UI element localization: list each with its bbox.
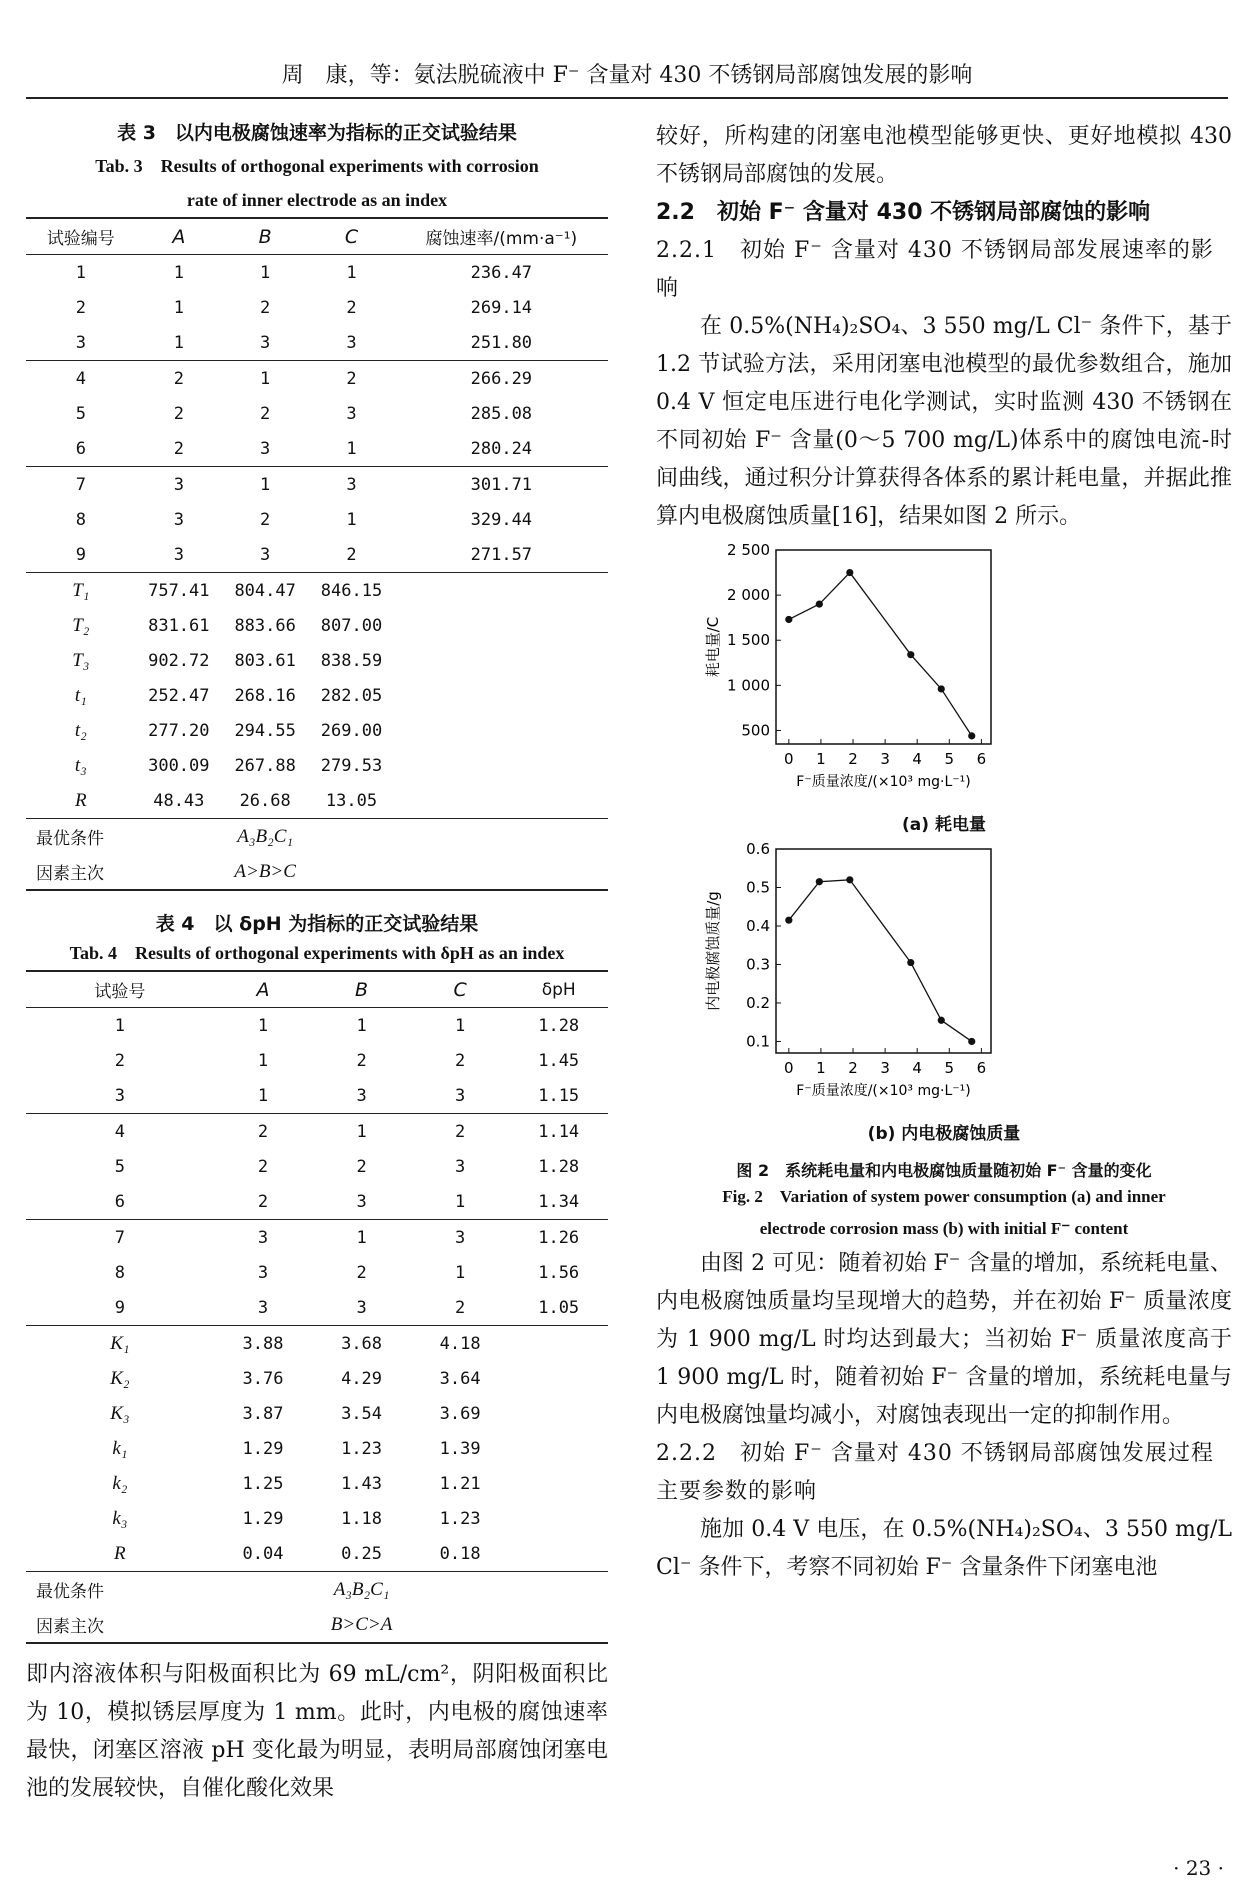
table3-cell: 3 — [173, 544, 184, 565]
table4-stat-cell: 1.18 — [341, 1508, 383, 1529]
table3-stat-row — [26, 678, 608, 713]
subsection-2-2-2-heading: 2.2.2 初始 F⁻ 含量对 430 不锈钢局部腐蚀发展过程主要参数的影响 — [656, 1441, 1214, 1504]
table4-stat-cell: 0.04 — [242, 1543, 284, 1564]
table3-stat-cell: 300.09 — [148, 755, 210, 776]
table3-stat-cell: 838.59 — [320, 650, 383, 671]
table4-header: C — [411, 971, 510, 1008]
table3-row — [26, 467, 608, 503]
plot-frame — [776, 849, 991, 1053]
table3-cell: 285.08 — [470, 403, 533, 424]
y-tick-label: 2 500 — [727, 541, 770, 559]
table4-cell: 5 — [114, 1156, 125, 1177]
table3-row — [26, 255, 608, 291]
series-line — [789, 573, 972, 736]
table4-stat-cell: 4.18 — [411, 1326, 510, 1362]
paragraph-1: 较好，所构建的闭塞电池模型能够更快、更好地模拟 430 不锈钢局部腐蚀的发展。 — [656, 124, 1232, 187]
table3-row — [26, 325, 608, 361]
table4-stat-cell: 3.54 — [341, 1403, 383, 1424]
table3-cell: 251.80 — [470, 332, 533, 353]
table3-cell: 280.24 — [470, 438, 533, 459]
table4-stat-cell: 0.18 — [439, 1543, 481, 1564]
table3-cell: 3 — [260, 438, 271, 459]
table3-cell: 1 — [222, 467, 308, 503]
table4-cell: 3 — [257, 1262, 269, 1283]
paragraph-4: 施加 0.4 V 电压，在 0.5%(NH₄)₂SO₄、3 550 mg/L Cl⁻ 条件下，考察不同初始 F⁻ 含量条件下闭塞电池 — [656, 1517, 1232, 1580]
table4-cell: 2 — [455, 1297, 466, 1318]
table3-cell: 6 — [75, 438, 86, 459]
table4-row — [26, 1149, 608, 1184]
table4-stat-cell: 1.25 — [242, 1473, 284, 1494]
table3-cell: 1 — [75, 262, 86, 283]
table4-stat-cell: 1.21 — [439, 1473, 481, 1494]
table3-stat-cell: t₁ — [74, 684, 87, 706]
table4-stat-row — [26, 1361, 608, 1396]
table4-cell: 1 — [257, 1085, 269, 1106]
table3-stat-row — [26, 608, 608, 643]
x-tick-label: 5 — [944, 1059, 955, 1077]
table4-cell: 1 — [257, 1050, 269, 1071]
table4-cell: 1 — [356, 1015, 367, 1036]
table3-summary-label: 因素主次 — [26, 854, 136, 890]
table3-title-en-1: Tab. 3 Results of orthogonal experiments with corrosion — [95, 156, 539, 176]
table4-summary-label: 因素主次 — [26, 1607, 214, 1643]
x-tick-label: 3 — [880, 750, 890, 768]
table4-stat-cell: K₂ — [110, 1367, 130, 1389]
table3-header: A — [136, 218, 222, 255]
table4-stat-cell: 3.68 — [312, 1326, 411, 1362]
subsection-2-2-1-heading: 2.2.1 初始 F⁻ 含量对 430 不锈钢局部发展速率的影响 — [656, 238, 1214, 301]
table4-cell: 1.14 — [509, 1114, 608, 1150]
table4-cell: 1 — [455, 1191, 466, 1212]
section-2-2-heading: 2.2 初始 F⁻ 含量对 430 不锈钢局部腐蚀的影响 — [656, 200, 1151, 225]
table3-header: 试验编号 — [26, 218, 136, 255]
x-tick-label: 3 — [880, 1059, 890, 1077]
figure2-caption-en-1: Fig. 2 Variation of system power consumption (a) and inner — [722, 1187, 1166, 1206]
y-tick-label: 1 500 — [727, 631, 770, 650]
table3-cell: 3 — [173, 509, 184, 530]
y-axis-label: 耗电量/C — [704, 616, 722, 678]
table3-stat-cell: 883.66 — [234, 615, 296, 636]
table4-row — [26, 1043, 608, 1078]
table3-stat-cell: 13.05 — [325, 790, 378, 811]
data-point — [785, 917, 792, 924]
data-point — [907, 959, 914, 966]
table3-cell: 1 — [173, 262, 184, 283]
table4-row — [26, 1290, 608, 1326]
table3-cell: 3 — [308, 467, 394, 503]
x-tick-label: 1 — [816, 1059, 826, 1077]
y-tick-label: 0.1 — [746, 1032, 770, 1051]
table4-cell: 1 — [455, 1262, 466, 1283]
figure2-caption-cn: 图 2 系统耗电量和内电极腐蚀质量随初始 F⁻ 含量的变化 — [736, 1161, 1152, 1180]
table3-cell: 1 — [346, 438, 357, 459]
table4-cell: 8 — [114, 1262, 125, 1283]
table4-stat-row — [26, 1466, 608, 1501]
x-axis-label: F⁻质量浓度/(×10³ mg·L⁻¹) — [796, 774, 971, 790]
y-tick-label: 0.3 — [746, 955, 770, 974]
table4-stat-row — [26, 1396, 608, 1431]
table4-stat-cell: 3.87 — [242, 1403, 284, 1424]
table4-stat-cell: 3.69 — [439, 1403, 481, 1424]
table3 — [26, 217, 608, 891]
table3-header: B — [222, 218, 308, 255]
table3-title-en-2: rate of inner electrode as an index — [186, 190, 448, 210]
table4-cell: 1 — [455, 1015, 466, 1036]
table3-stat-cell: 48.43 — [153, 790, 205, 811]
table4-summary-label: 最优条件 — [26, 1572, 214, 1608]
table3-summary-value: A₃B₂C₁ — [136, 819, 395, 855]
series-line — [789, 880, 972, 1042]
x-tick-label: 5 — [944, 750, 955, 768]
y-tick-label: 0.2 — [746, 993, 770, 1012]
x-tick-label: 4 — [912, 750, 922, 768]
table3-row — [26, 537, 608, 573]
table3-cell: 1 — [346, 262, 357, 283]
table4-cell: 1.45 — [538, 1050, 580, 1071]
table4-cell: 1.05 — [538, 1297, 580, 1318]
table4-cell: 3 — [455, 1156, 466, 1177]
table3-row — [26, 290, 608, 325]
table4-cell: 3 — [257, 1297, 269, 1318]
table3-stat-cell: 757.41 — [136, 573, 222, 609]
table3-cell: 4 — [26, 361, 136, 397]
table3-cell: 2 — [173, 438, 184, 459]
table4-cell: 2 — [356, 1156, 367, 1177]
x-tick-label: 6 — [976, 1059, 987, 1077]
x-tick-label: 4 — [912, 1059, 922, 1077]
x-tick-label: 0 — [784, 1059, 794, 1077]
table4-header: 试验号 — [26, 971, 214, 1008]
table4-stat-cell: 4.29 — [341, 1368, 383, 1389]
table4-row — [26, 1255, 608, 1290]
table4-cell: 2 — [356, 1262, 367, 1283]
table3-stat-cell: 294.55 — [234, 720, 296, 741]
table3-row — [26, 431, 608, 467]
table4-stat-row — [26, 1536, 608, 1572]
y-tick-label: 500 — [741, 721, 770, 740]
table4-stat-cell: R — [114, 1542, 126, 1564]
table4-cell: 3 — [356, 1297, 367, 1318]
table4-stat-cell: 3.64 — [439, 1368, 481, 1389]
table3-row — [26, 502, 608, 537]
paragraph-2: 在 0.5%(NH₄)₂SO₄、3 550 mg/L Cl⁻ 条件下，基于 1.2 节试验方法，采用闭塞电池模型的最优参数组合，施加 0.4 V 恒定电压进行电化学测试，实时监测 430 不锈钢在不同初始 F⁻ 含量(0～5 700 mg/L)体系中的腐蚀电流-时间曲线，通过积分计算获得各体系的累计耗电量，并据此推算内电极腐蚀质量[16]，结果如图 2 所示。 — [656, 314, 1232, 529]
table4-summary-row — [26, 1607, 608, 1643]
table3-cell: 1 — [346, 509, 357, 530]
y-tick-label: 0.6 — [746, 840, 770, 858]
table3-summary-label: 最优条件 — [26, 819, 136, 855]
left-paragraph: 即内溶液体积与阳极面积比为 69 mL/cm²，阴阳极面积比为 10，模拟锈层厚度为 1 mm。此时，内电极的腐蚀速率最快，闭塞区溶液 pH 变化最为明显，表明局部腐蚀闭塞电池的发展较快，自催化酸化效果 — [26, 1662, 608, 1801]
table4-stat-cell: 3.76 — [242, 1368, 284, 1389]
table4-cell: 3 — [114, 1085, 125, 1106]
paragraph-3: 由图 2 可见：随着初始 F⁻ 含量的增加，系统耗电量、内电极腐蚀质量均呈现增大的趋势，并在初始 F⁻ 质量浓度为 1 900 mg/L 时均达到最大；当初始 F⁻ 质量浓度高于 1 900 mg/L 时，随着初始 F⁻ 含量的增加，系统耗电量与内电极腐蚀量均减小，对腐蚀表现出一定的抑制作用。 — [656, 1251, 1232, 1428]
table4-cell: 3 — [411, 1220, 510, 1256]
table4-cell: 2 — [411, 1114, 510, 1150]
right-column — [656, 118, 1232, 1587]
table4-summary-value: B>C>A — [214, 1607, 510, 1643]
table4-cell: 1 — [312, 1114, 411, 1150]
table4-cell: 1.28 — [538, 1015, 580, 1036]
table4-cell: 1.56 — [538, 1262, 580, 1283]
x-tick-label: 2 — [848, 750, 858, 768]
table3-stat-cell: R — [75, 789, 87, 811]
table3-stat-cell: 807.00 — [320, 615, 383, 636]
table4-row — [26, 1220, 608, 1256]
table3-cell: 5 — [75, 403, 86, 424]
table3-stat-cell: 267.88 — [234, 755, 296, 776]
table4-row — [26, 1114, 608, 1150]
table3-summary-row — [26, 854, 608, 890]
table4-summary-row — [26, 1572, 608, 1608]
chart-b-subtitle: (b) 内电极腐蚀质量 — [867, 1124, 1021, 1144]
table4-cell: 3 — [214, 1220, 313, 1256]
table4-header: B — [312, 971, 411, 1008]
table3-cell: 2 — [308, 361, 394, 397]
table3-stat-cell: 26.68 — [239, 790, 291, 811]
table4-stat-row — [26, 1501, 608, 1536]
table4-header: δpH — [509, 971, 608, 1008]
table3-cell: 236.47 — [470, 262, 533, 283]
table4-stat-cell: 1.23 — [341, 1438, 383, 1459]
table3-stat-row — [26, 783, 608, 819]
table3-cell: 269.14 — [470, 297, 533, 318]
table4-stat-cell: 1.23 — [439, 1508, 481, 1529]
x-tick-label: 2 — [848, 1059, 858, 1077]
table3-stat-cell: 269.00 — [320, 720, 383, 741]
table3-cell: 301.71 — [395, 467, 608, 503]
table4-cell: 1 — [114, 1015, 125, 1036]
table3-stat-cell: 279.53 — [320, 755, 383, 776]
running-header: 周 康，等：氨法脱硫液中 F⁻ 含量对 430 不锈钢局部腐蚀发展的影响 — [26, 58, 1228, 99]
table3-stat-row — [26, 748, 608, 783]
table3-cell: 8 — [75, 509, 86, 530]
table4-body — [26, 1008, 608, 1644]
table3-cell: 3 — [75, 332, 86, 353]
data-point — [968, 732, 975, 739]
table4-cell: 2 — [257, 1191, 269, 1212]
y-axis-label: 内电极腐蚀质量/g — [704, 891, 722, 1011]
table4-stat-cell: k₃ — [112, 1507, 128, 1529]
table3-stat-cell: 268.16 — [234, 685, 296, 706]
table4-stat-cell: 1.39 — [439, 1438, 481, 1459]
x-tick-label: 1 — [816, 750, 826, 768]
table4-header: A — [214, 971, 313, 1008]
table3-stat-row — [26, 573, 608, 609]
y-tick-label: 0.4 — [746, 916, 770, 935]
table3-stat-cell: 902.72 — [148, 650, 210, 671]
table3-cell: 2 — [260, 403, 271, 424]
table4-row — [26, 1078, 608, 1114]
table3-cell: 2 — [346, 297, 357, 318]
table4-title-en: Tab. 4 Results of orthogonal experiments with δpH as an index — [69, 943, 565, 963]
table4-cell: 3 — [356, 1085, 367, 1106]
table4-cell: 2 — [257, 1156, 269, 1177]
data-point — [938, 1017, 945, 1024]
table4-stat-cell: 0.25 — [341, 1543, 383, 1564]
x-axis-label: F⁻质量浓度/(×10³ mg·L⁻¹) — [796, 1083, 971, 1099]
table3-cell: 7 — [26, 467, 136, 503]
table3-cell: 2 — [260, 297, 271, 318]
table3-stat-cell: 277.20 — [148, 720, 210, 741]
table3-stat-cell: t₃ — [74, 754, 87, 776]
table3-stat-cell: T₂ — [72, 614, 90, 636]
table3-stat-row — [26, 643, 608, 678]
table4 — [26, 970, 608, 1644]
table4-cell: 1.34 — [538, 1191, 580, 1212]
table3-stat-cell: 282.05 — [320, 685, 383, 706]
table4-cell: 1 — [257, 1015, 269, 1036]
table4-title-cn: 表 4 以 δpH 为指标的正交试验结果 — [155, 913, 479, 935]
chart-power-consumption — [656, 536, 1232, 806]
table4-row — [26, 1008, 608, 1044]
table3-header: C — [308, 218, 394, 255]
table4-stat-row — [26, 1326, 608, 1362]
table4-stat-cell: K₃ — [110, 1402, 130, 1424]
table4-stat-cell: k₂ — [112, 1472, 128, 1494]
table3-cell: 2 — [75, 297, 86, 318]
table4-cell: 3 — [455, 1085, 466, 1106]
table3-stat-cell: 831.61 — [148, 615, 210, 636]
page-number: · 23 · — [1173, 1856, 1224, 1880]
data-point — [846, 569, 853, 576]
chart-corrosion-mass — [656, 835, 1232, 1115]
data-point — [816, 878, 823, 885]
table3-summary-value: A>B>C — [136, 854, 395, 890]
table4-cell: 9 — [114, 1297, 125, 1318]
table4-stat-cell: 1.29 — [242, 1438, 284, 1459]
table3-stat-row — [26, 713, 608, 748]
table3-cell: 3 — [346, 403, 357, 424]
data-point — [907, 651, 914, 658]
table3-cell: 271.57 — [470, 544, 533, 565]
table3-cell: 3 — [346, 332, 357, 353]
table4-cell: 1.15 — [538, 1085, 580, 1106]
table3-row — [26, 396, 608, 431]
table3-cell: 3 — [260, 544, 271, 565]
table3-stat-cell: T₁ — [26, 573, 136, 609]
table3-cell: 9 — [75, 544, 86, 565]
data-point — [785, 616, 792, 623]
left-column — [26, 118, 608, 1808]
table4-stat-cell: 1.43 — [341, 1473, 383, 1494]
table3-cell: 2 — [346, 544, 357, 565]
x-tick-label: 0 — [784, 750, 794, 768]
table4-cell: 1.28 — [538, 1156, 580, 1177]
table3-stat-cell: 252.47 — [148, 685, 210, 706]
table3-cell: 2 — [173, 403, 184, 424]
table4-cell: 6 — [114, 1191, 125, 1212]
table3-summary-row — [26, 819, 608, 855]
table3-cell: 1 — [260, 262, 271, 283]
table3-stat-cell: 804.47 — [222, 573, 308, 609]
data-point — [816, 601, 823, 608]
table3-stat-cell: 846.15 — [308, 573, 394, 609]
table4-cell: 2 — [214, 1114, 313, 1150]
y-tick-label: 0.5 — [746, 878, 770, 897]
data-point — [968, 1038, 975, 1045]
table4-cell: 1 — [312, 1220, 411, 1256]
data-point — [938, 685, 945, 692]
table3-cell: 266.29 — [395, 361, 608, 397]
table3-stat-cell: T₃ — [72, 649, 90, 671]
table3-row — [26, 361, 608, 397]
chart-a-subtitle: (a) 耗电量 — [902, 815, 986, 835]
table3-cell: 1 — [173, 332, 184, 353]
table3-cell: 3 — [136, 467, 222, 503]
data-point — [846, 876, 853, 883]
table4-cell: 2 — [455, 1050, 466, 1071]
table4-stat-cell: 3.88 — [214, 1326, 313, 1362]
table3-body — [26, 255, 608, 891]
table3-stat-cell: 803.61 — [234, 650, 296, 671]
y-tick-label: 1 000 — [727, 676, 770, 695]
table3-cell: 1 — [173, 297, 184, 318]
table4-stat-cell: 1.29 — [242, 1508, 284, 1529]
table4-cell: 3 — [356, 1191, 367, 1212]
table3-cell: 329.44 — [470, 509, 533, 530]
table4-stat-cell: k₁ — [112, 1437, 128, 1459]
table4-stat-row — [26, 1431, 608, 1466]
table4-stat-cell: K₁ — [26, 1326, 214, 1362]
table3-header: 腐蚀速率/(mm·a⁻¹) — [395, 218, 608, 255]
table3-cell: 2 — [260, 509, 271, 530]
table4-cell: 4 — [26, 1114, 214, 1150]
table4-cell: 2 — [356, 1050, 367, 1071]
table3-title-cn: 表 3 以内电极腐蚀速率为指标的正交试验结果 — [117, 122, 517, 144]
table4-summary-value: A₃B₂C₁ — [214, 1572, 510, 1608]
y-tick-label: 2 000 — [727, 586, 770, 605]
figure2-caption-en-2: electrode corrosion mass (b) with initial F⁻ content — [759, 1219, 1129, 1238]
table3-stat-cell: t₂ — [74, 719, 87, 741]
table3-cell: 3 — [260, 332, 271, 353]
table3-cell: 2 — [136, 361, 222, 397]
table4-row — [26, 1184, 608, 1220]
table3-cell: 1 — [222, 361, 308, 397]
table4-cell: 1.26 — [509, 1220, 608, 1256]
table4-cell: 2 — [114, 1050, 125, 1071]
x-tick-label: 6 — [976, 750, 987, 768]
table4-cell: 7 — [26, 1220, 214, 1256]
